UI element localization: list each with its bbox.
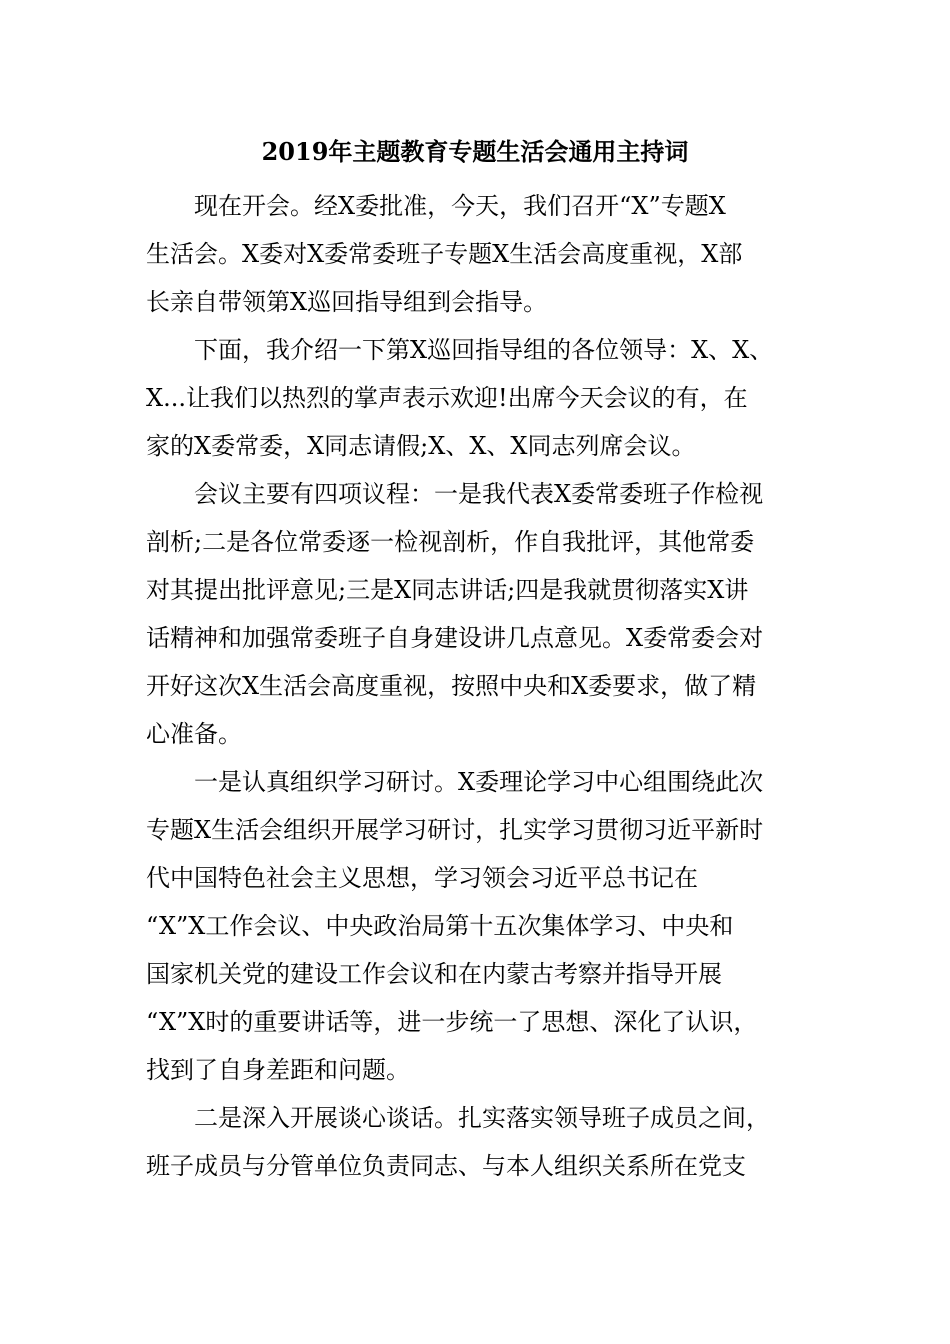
text-line: 生活会。X委对X委常委班子专题X生活会高度重视，X部 [146, 240, 743, 268]
text-line: 班子成员与分管单位负责同志、与本人组织关系所在党支 [146, 1152, 746, 1180]
paragraph-introductions [146, 326, 806, 470]
text-line: 找到了自身差距和问题。 [146, 1056, 410, 1084]
paragraph-talks [146, 1094, 806, 1190]
paragraph-study [146, 758, 806, 1094]
paragraph-opening [146, 182, 806, 326]
text-line: 剖析;二是各位常委逐一检视剖析，作自我批评，其他常委 [146, 528, 755, 556]
text-line: 国家机关党的建设工作会议和在内蒙古考察并指导开展 [146, 960, 722, 988]
paragraph-agenda [146, 470, 806, 758]
text-line: “X”X时的重要讲话等，进一步统一了思想、深化了认识， [146, 1008, 758, 1036]
text-line: 会议主要有四项议程：一是我代表X委常委班子作检视 [194, 480, 764, 508]
text-line: 二是深入开展谈心谈话。扎实落实领导班子成员之间， [194, 1104, 770, 1132]
document-body [146, 182, 806, 1190]
text-line: 代中国特色社会主义思想，学习领会习近平总书记在 [146, 864, 698, 892]
text-line: X...让我们以热烈的掌声表示欢迎!出席今天会议的有，在 [146, 384, 748, 412]
text-line: 话精神和加强常委班子自身建设讲几点意见。X委常委会对 [146, 624, 764, 652]
text-line: 开好这次X生活会高度重视，按照中央和X委要求，做了精 [146, 672, 757, 700]
text-line: 心准备。 [146, 720, 242, 748]
text-line: 一是认真组织学习研讨。X委理论学习中心组围绕此次 [194, 768, 764, 796]
text-line: 下面，我介绍一下第X巡回指导组的各位领导：X、X、 [194, 336, 774, 364]
text-line: 家的X委常委，X同志请假;X、X、X同志列席会议。 [146, 432, 696, 460]
text-line: 长亲自带领第X巡回指导组到会指导。 [146, 288, 548, 316]
text-line: 对其提出批评意见;三是X同志讲话;四是我就贯彻落实X讲 [146, 576, 749, 604]
text-line: 现在开会。经X委批准，今天，我们召开“X”专题X [194, 192, 726, 220]
document-title: 2019年主题教育专题生活会通用主持词 [261, 137, 689, 166]
text-line: 专题X生活会组织开展学习研讨，扎实学习贯彻习近平新时 [146, 816, 764, 844]
text-line: “X”X工作会议、中央政治局第十五次集体学习、中央和 [146, 912, 734, 940]
